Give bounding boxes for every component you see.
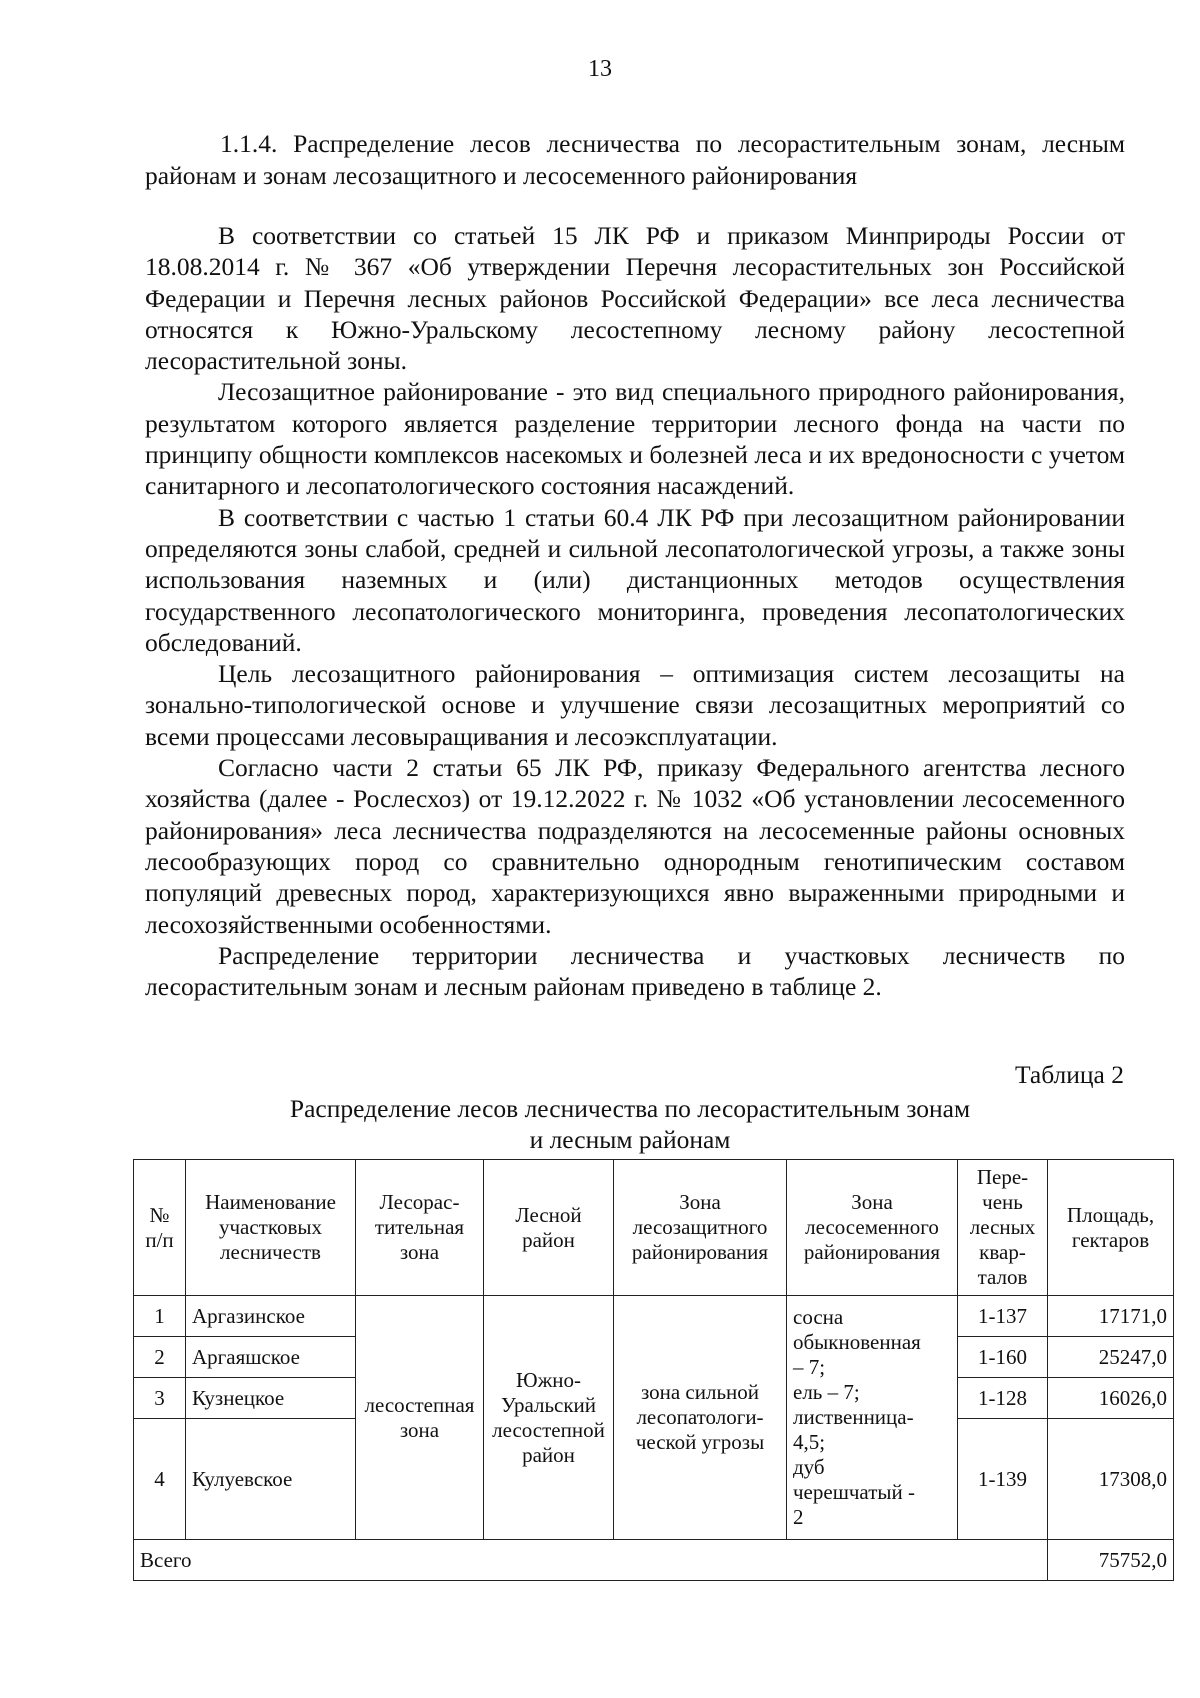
table-label: Таблица 2 — [1014, 1060, 1124, 1089]
paragraph: В соответствии со статьей 15 ЛК РФ и приказом Минприроды России от 18.08.2014 г. № 367 «Об утверждении Перечня лесорастительных зон Российской Федерации и Перечня лесных районов Российской Федерации» все леса лесничества относятся к Южно-Уральскому лесостепному лесному району лесостепной лесорастительной зоны. — [145, 221, 1125, 376]
paragraph: В соответствии с частью 1 статьи 60.4 ЛК РФ при лесозащитном районировании определяются зоны слабой, средней и сильной лесопатологической угрозы, а также зоны использования наземных и (или) дистанционных методов осуществления государственного лесопатологического мониторинга, проведения лесопатологических обследований. — [145, 502, 1125, 657]
row-num: 4 — [134, 1419, 186, 1540]
table-total-row — [134, 1540, 1174, 1581]
paragraph: Лесозащитное районирование - это вид специального природного районирования, результатом которого является разделение территории лесного фонда на части по принципу общности комплексов насекомых и болезней леса и их вредоносности с учетом санитарного и лесопатологического состояния насаждений. — [145, 377, 1125, 501]
row-num: 3 — [134, 1378, 186, 1419]
section-heading: 1.1.4. Распределение лесов лесничества по лесорастительным зонам, лесным районам и зонам лесозащитного и лесосеменного районирования — [145, 129, 1125, 190]
header-seed-zone: Зона лесосеменного районирования — [787, 1160, 958, 1296]
row-area: 17308,0 — [1048, 1419, 1174, 1540]
table-title — [130, 1093, 1130, 1155]
header-vegetation-zone: Лесорас- тительная зона — [356, 1160, 484, 1296]
row-area: 25247,0 — [1048, 1337, 1174, 1378]
shared-protection-zone: зона сильной лесопатологи- ческой угрозы — [614, 1296, 787, 1540]
shared-forest-district: Южно- Уральский лесостепной район — [484, 1296, 614, 1540]
table-header-row — [134, 1160, 1174, 1296]
body-text — [145, 220, 1125, 1002]
row-quarters: 1-137 — [958, 1296, 1048, 1337]
total-label: Всего — [134, 1540, 1048, 1581]
shared-vegetation-zone: лесостепная зона — [356, 1296, 484, 1540]
header-protection-zone: Зона лесозащитного районирования — [614, 1160, 787, 1296]
row-num: 2 — [134, 1337, 186, 1378]
row-quarters: 1-139 — [958, 1419, 1048, 1540]
table-row — [134, 1296, 1174, 1337]
row-name: Кулуевское — [186, 1419, 356, 1540]
row-quarters: 1-160 — [958, 1337, 1048, 1378]
table-title-line: и лесным районам — [529, 1125, 731, 1154]
paragraph: Цель лесозащитного районирования – оптимизация систем лесозащиты на зонально-типологической основе и улучшение связи лесозащитных мероприятий со всеми процессами лесовыращивания и лесоэксплуатации. — [145, 659, 1125, 751]
paragraph: Распределение территории лесничества и участковых лесничеств по лесорастительным зонам и лесным районам приведено в таблице 2. — [145, 940, 1125, 1002]
row-num: 1 — [134, 1296, 186, 1337]
row-name: Аргазинское — [186, 1296, 356, 1337]
header-num: № п/п — [134, 1160, 186, 1296]
header-forest-district: Лесной район — [484, 1160, 614, 1296]
table-title-line: Распределение лесов лесничества по лесорастительным зонам — [289, 1094, 971, 1123]
page-number: 13 — [588, 56, 612, 82]
row-name: Кузнецкое — [186, 1378, 356, 1419]
row-name: Аргаяшское — [186, 1337, 356, 1378]
row-area: 16026,0 — [1048, 1378, 1174, 1419]
header-area: Площадь, гектаров — [1048, 1160, 1174, 1296]
row-area: 17171,0 — [1048, 1296, 1174, 1337]
forest-distribution-table — [133, 1159, 1174, 1581]
total-area: 75752,0 — [1048, 1540, 1174, 1581]
paragraph: Согласно части 2 статьи 65 ЛК РФ, приказу Федерального агентства лесного хозяйства (далее - Рослесхоз) от 19.12.2022 г. № 1032 «Об установлении лесосеменного районирования» леса лесничества подразделяются на лесосеменные районы основных лесообразующих пород со сравнительно однородным генотипическим составом популяций древесных пород, характеризующихся явно выраженными природными и лесохозяйственными особенностями. — [145, 753, 1125, 939]
header-name: Наименование участковых лесничеств — [186, 1160, 356, 1296]
shared-seed-zone: сосна обыкновенная – 7; ель – 7; лиственница- 4,5; дуб черешчатый - 2 — [787, 1296, 958, 1540]
row-quarters: 1-128 — [958, 1378, 1048, 1419]
header-quarters: Пере- чень лесных квар- талов — [958, 1160, 1048, 1296]
